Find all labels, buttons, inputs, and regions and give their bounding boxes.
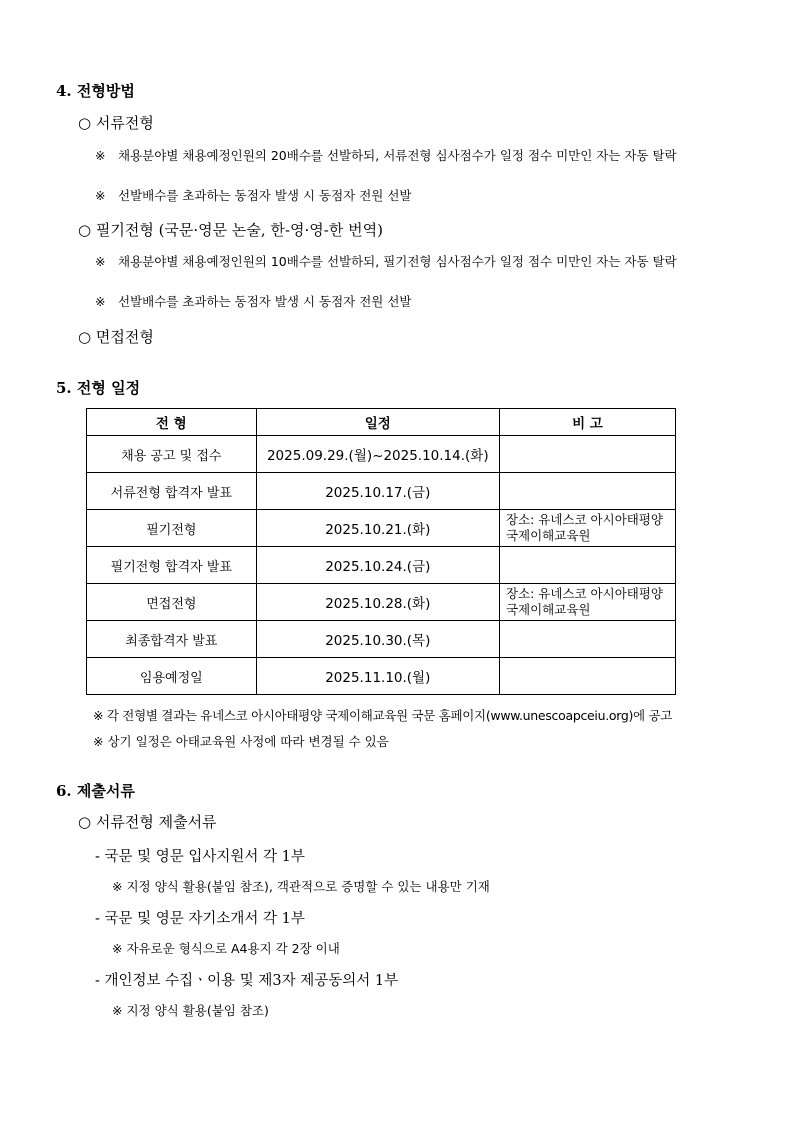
header-date: 일정 (256, 409, 499, 436)
remark-cell (499, 547, 675, 584)
date-cell: 2025.09.29.(월)~2025.10.14.(화) (256, 436, 499, 473)
note-mark: ※ (95, 148, 106, 163)
remark-cell (499, 658, 675, 695)
schedule-note: ※ 각 전형별 결과는 유네스코 아시아태평양 국제이해교육원 국문 홈페이지(www.unescoapceiu.org)에 공고 (93, 708, 673, 723)
stage-cell: 최종합격자 발표 (87, 621, 257, 658)
table-row (87, 473, 676, 510)
stage-cell: 임용예정일 (87, 658, 257, 695)
remark-cell (499, 621, 675, 658)
date-cell: 2025.10.28.(화) (256, 584, 499, 621)
date-cell: 2025.10.30.(목) (256, 621, 499, 658)
table-row (87, 621, 676, 658)
document-item: - 국문 및 영문 자기소개서 각 1부 (95, 911, 305, 927)
document-review-title: ○ 서류전형 (78, 114, 154, 132)
document-list-title: ○ 서류전형 제출서류 (78, 813, 217, 831)
note-item (95, 186, 745, 205)
note-text: 채용분야별 채용예정인원의 10배수를 선발하되, 필기전형 심사점수가 일정 점수 미만인 자는 자동 탈락 (118, 254, 677, 269)
note-mark: ※ (95, 188, 106, 203)
document-item: - 국문 및 영문 입사지원서 각 1부 (95, 849, 305, 865)
written-exam-title: ○ 필기전형 (국문·영문 논술, 한-영·영-한 번역) (78, 221, 383, 239)
stage-cell: 필기전형 합격자 발표 (87, 547, 257, 584)
note-text: 채용분야별 채용예정인원의 20배수를 선발하되, 서류전형 심사점수가 일정 점수 미만인 자는 자동 탈락 (118, 148, 677, 163)
note-text: 선발배수를 초과하는 동점자 발생 시 동점자 전원 선발 (118, 188, 412, 203)
note-text: 선발배수를 초과하는 동점자 발생 시 동점자 전원 선발 (118, 294, 412, 309)
stage-cell: 서류전형 합격자 발표 (87, 473, 257, 510)
note-item (95, 252, 745, 271)
stage-cell: 면접전형 (87, 584, 257, 621)
table-row (87, 658, 676, 695)
document-item-note: ※ 자유로운 형식으로 A4용지 각 2장 이내 (112, 941, 340, 956)
section-6-heading: 6. 제출서류 (56, 782, 135, 800)
remark-cell (499, 436, 675, 473)
note-mark: ※ (95, 294, 106, 309)
date-cell: 2025.11.10.(월) (256, 658, 499, 695)
table-row (87, 510, 676, 547)
section-4-heading: 4. 전형방법 (56, 82, 135, 100)
table-header-row (87, 409, 676, 436)
table-row (87, 584, 676, 621)
stage-cell: 채용 공고 및 접수 (87, 436, 257, 473)
remark-cell: 장소: 유네스코 아시아태평양 국제이해교육원 (499, 510, 675, 547)
document-item: - 개인정보 수집ㆍ이용 및 제3자 제공동의서 1부 (95, 973, 399, 989)
stage-cell: 필기전형 (87, 510, 257, 547)
remark-cell (499, 473, 675, 510)
date-cell: 2025.10.24.(금) (256, 547, 499, 584)
table-row (87, 436, 676, 473)
document-item-note: ※ 지정 양식 활용(붙임 참조) (112, 1003, 269, 1018)
table-row (87, 547, 676, 584)
document-item-note: ※ 지정 양식 활용(붙임 참조), 객관적으로 증명할 수 있는 내용만 기재 (112, 879, 490, 894)
date-cell: 2025.10.17.(금) (256, 473, 499, 510)
remark-cell: 장소: 유네스코 아시아태평양 국제이해교육원 (499, 584, 675, 621)
section-5-heading: 5. 전형 일정 (56, 379, 141, 397)
note-item (95, 146, 745, 165)
interview-title: ○ 면접전형 (78, 328, 154, 346)
date-cell: 2025.10.21.(화) (256, 510, 499, 547)
note-mark: ※ (95, 254, 106, 269)
note-item (95, 292, 745, 311)
schedule-table (86, 408, 676, 695)
schedule-note: ※ 상기 일정은 아태교육원 사정에 따라 변경될 수 있음 (93, 734, 389, 749)
header-remark: 비 고 (499, 409, 675, 436)
header-stage: 전 형 (87, 409, 257, 436)
